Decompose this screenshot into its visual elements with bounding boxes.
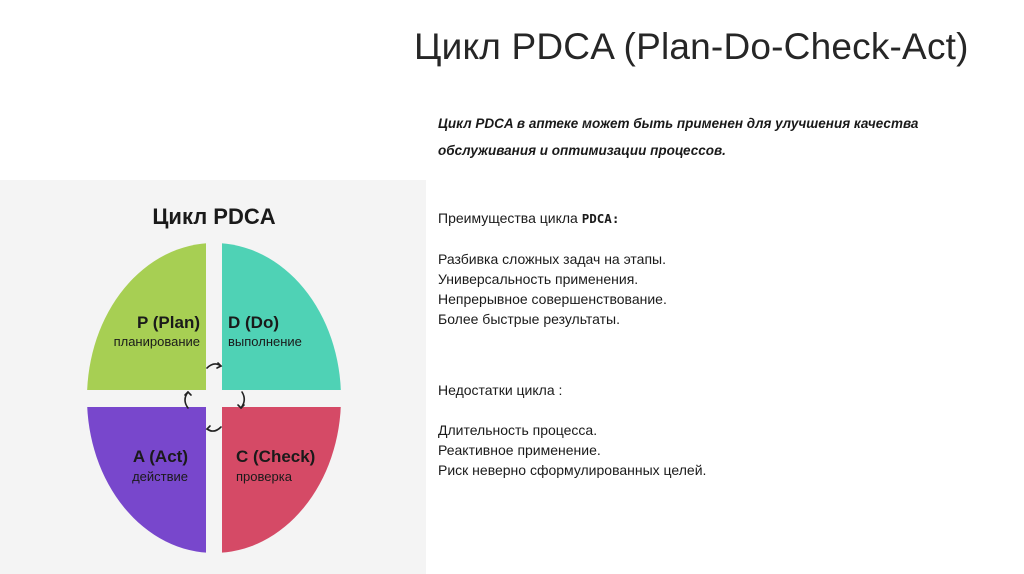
advantage-item: Универсальность применения. [438, 271, 639, 287]
advantages-list [438, 249, 958, 329]
slide-title: Цикл PDCA (Plan-Do-Check-Act) [414, 26, 969, 67]
advantage-item: Непрерывное совершенствование. [438, 291, 667, 307]
quadrant-check-label: C (Check) [236, 447, 316, 466]
advantage-item: Разбивка сложных задач на этапы. [438, 251, 667, 267]
quadrant-do-sublabel: выполнение [228, 334, 302, 349]
disadvantages-heading: Недостатки цикла : [438, 382, 563, 398]
disadvantages-list [438, 420, 958, 480]
pdca-diagram-panel [0, 180, 426, 574]
disadvantage-item: Риск неверно сформулированных целей. [438, 462, 707, 478]
diagram-title: Цикл PDCA [152, 204, 276, 229]
intro-text: Цикл PDCA в аптеке может быть применен для улучшения качества обслуживания и оптимизации процессов. [438, 116, 919, 158]
quadrant-plan-label: P (Plan) [137, 313, 200, 332]
disadvantage-item: Реактивное применение. [438, 442, 601, 458]
disadvantages-block [438, 380, 958, 480]
quadrant-do-label: D (Do) [228, 313, 279, 332]
advantages-heading-mono: PDCA: [581, 211, 620, 226]
advantages-block [438, 208, 958, 329]
quadrant-act-sublabel: действие [132, 469, 188, 484]
advantages-heading-text: Преимущества цикла [438, 210, 582, 226]
quadrant-check-sublabel: проверка [236, 469, 292, 484]
quadrant-act-label: A (Act) [132, 447, 188, 466]
advantage-item: Более быстрые результаты. [438, 311, 620, 327]
quadrant-plan-sublabel: планирование [113, 334, 200, 349]
advantages-heading [438, 208, 958, 229]
pdca-diagram [0, 180, 426, 574]
disadvantage-item: Длительность процесса. [438, 422, 598, 438]
